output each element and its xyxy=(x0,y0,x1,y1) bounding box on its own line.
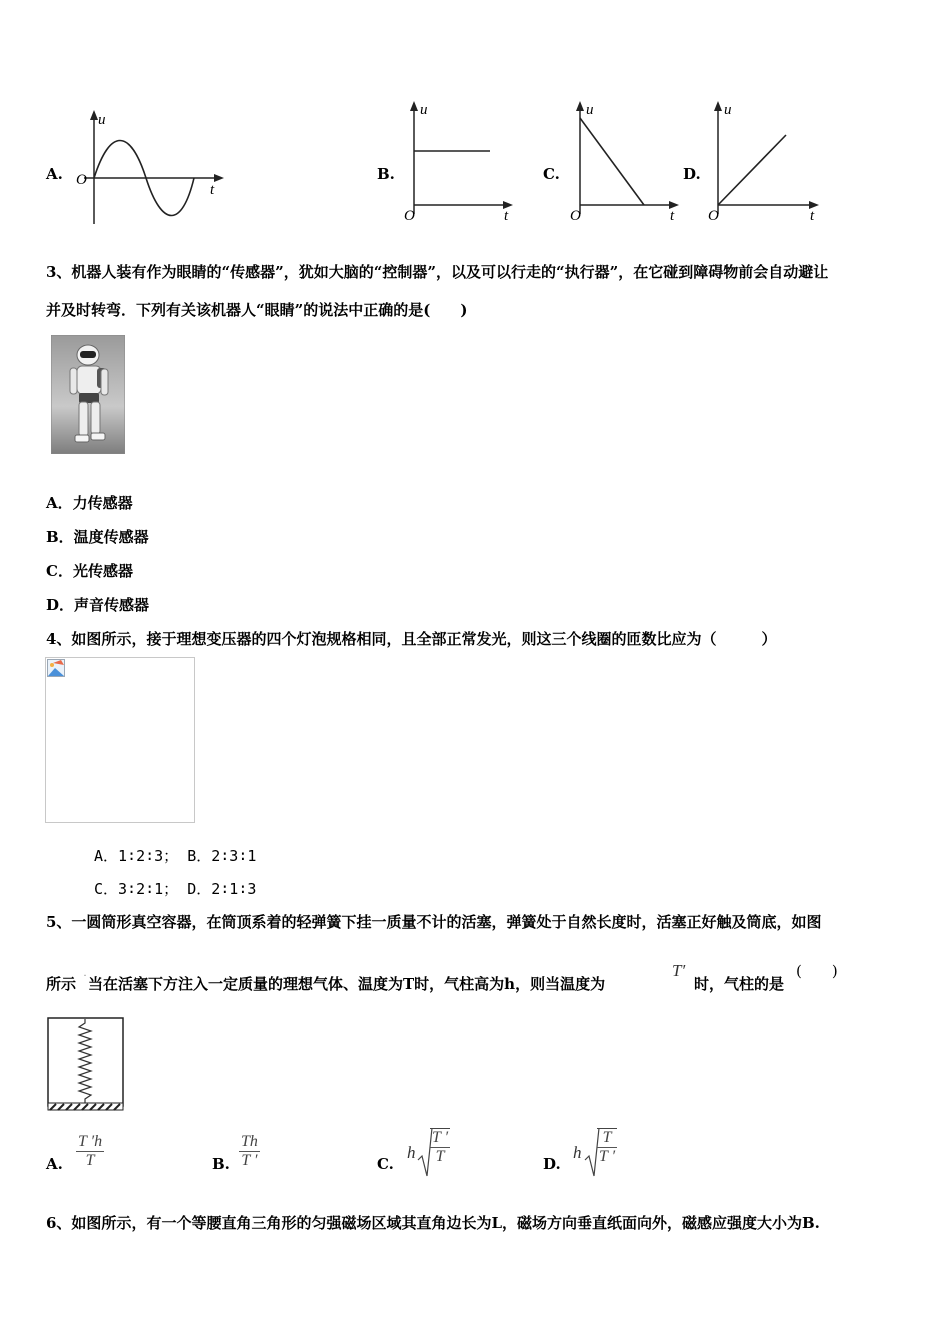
q4-options-line2: C．3∶2∶1； D．2∶1∶3 xyxy=(94,880,257,898)
q5-option-b-label: B. xyxy=(212,1155,230,1173)
q2-graph-a xyxy=(70,108,230,230)
q2-d-axis-t: t xyxy=(810,208,815,224)
q5-d-numerator: T xyxy=(597,1128,617,1148)
q5-answer-paren: ( ) xyxy=(796,962,838,980)
q3-option-d: D．声音传感器 xyxy=(46,596,150,614)
q5-d-denominator: T ′ xyxy=(599,1148,616,1165)
q5-t-prime: T′ xyxy=(672,961,686,980)
q2-b-axis-u: u xyxy=(420,102,428,118)
q5-a-numerator: T ′h xyxy=(78,1133,103,1150)
q5-stem-line2a: 所示 xyxy=(46,975,77,993)
q2-d-origin: O xyxy=(708,208,719,224)
spring-cylinder-diagram xyxy=(47,1017,125,1113)
broken-image-icon xyxy=(47,659,65,677)
q2-option-c-label: C. xyxy=(543,165,560,183)
q5-c-h: h xyxy=(407,1143,416,1162)
q5-b-numerator: Th xyxy=(241,1133,258,1150)
robot-photo xyxy=(51,335,125,454)
q5-option-b-formula xyxy=(239,1133,260,1170)
q5-d-h: h xyxy=(573,1143,582,1162)
q2-c-origin: O xyxy=(570,208,581,224)
q5-option-a-formula xyxy=(76,1133,104,1170)
q5-stray-mark: ˙ xyxy=(82,973,88,987)
q3-stem-line1: 3、机器人装有作为眼睛的“传感器”，犹如大脑的“控制器”，以及可以行走的“执行器”，在它碰到障碍物前会自动避让 xyxy=(46,263,829,281)
q2-b-axis-t: t xyxy=(504,208,509,224)
q6-stem: 6、如图所示，有一个等腰直角三角形的匀强磁场区域其直角边长为L，磁场方向垂直纸面向外，磁感应强度大小为B. xyxy=(46,1214,820,1232)
q5-option-d-formula xyxy=(597,1128,617,1166)
q2-c-axis-u: u xyxy=(586,102,594,118)
q5-option-d-label: D. xyxy=(543,1155,561,1173)
q5-option-c-label: C. xyxy=(377,1155,394,1173)
q3-stem-line2: 并及时转弯．下列有关该机器人“眼睛”的说法中正确的是( ) xyxy=(46,301,468,319)
q2-graph-d xyxy=(704,98,828,226)
q2-graph-c xyxy=(566,98,686,226)
q2-d-axis-u: u xyxy=(724,102,732,118)
q2-a-axis-u: u xyxy=(98,112,106,128)
q5-stem-line2b: 当在活塞下方注入一定质量的理想气体、温度为T时，气柱高为h，则当温度为 xyxy=(88,975,606,993)
q5-c-numerator: T ′ xyxy=(432,1129,449,1146)
q3-option-c: C．光传感器 xyxy=(46,562,133,580)
q4-stem: 4、如图所示，接于理想变压器的四个灯泡规格相同，且全部正常发光，则这三个线圈的匝数比应为（ ） xyxy=(46,630,777,648)
q2-option-d-label: D. xyxy=(683,165,701,183)
q2-c-axis-t: t xyxy=(670,208,675,224)
q2-graph-b xyxy=(400,98,520,226)
q2-a-origin: O xyxy=(76,172,87,188)
q2-option-a-label: A. xyxy=(46,165,63,183)
q4-options-line1: A．1∶2∶3； B．2∶3∶1 xyxy=(94,847,257,865)
q5-stem-line2c: 时，气柱的是 xyxy=(694,975,785,993)
q3-option-a: A．力传感器 xyxy=(46,494,133,512)
q5-a-denominator: T xyxy=(85,1152,95,1169)
q2-a-axis-t: t xyxy=(210,182,215,198)
q5-option-c-formula xyxy=(430,1128,450,1166)
broken-image-placeholder xyxy=(45,657,195,823)
q2-b-origin: O xyxy=(404,208,415,224)
q5-stem-line1: 5、一圆筒形真空容器，在筒顶系着的轻弹簧下挂一质量不计的活塞，弹簧处于自然长度时，活塞正好触及筒底，如图 xyxy=(46,913,822,931)
q5-option-a-label: A. xyxy=(46,1155,63,1173)
q5-b-denominator: T ′ xyxy=(241,1152,258,1169)
q5-c-denominator: T xyxy=(435,1148,445,1165)
q3-option-b: B．温度传感器 xyxy=(46,528,149,546)
q2-option-b-label: B. xyxy=(377,165,395,183)
